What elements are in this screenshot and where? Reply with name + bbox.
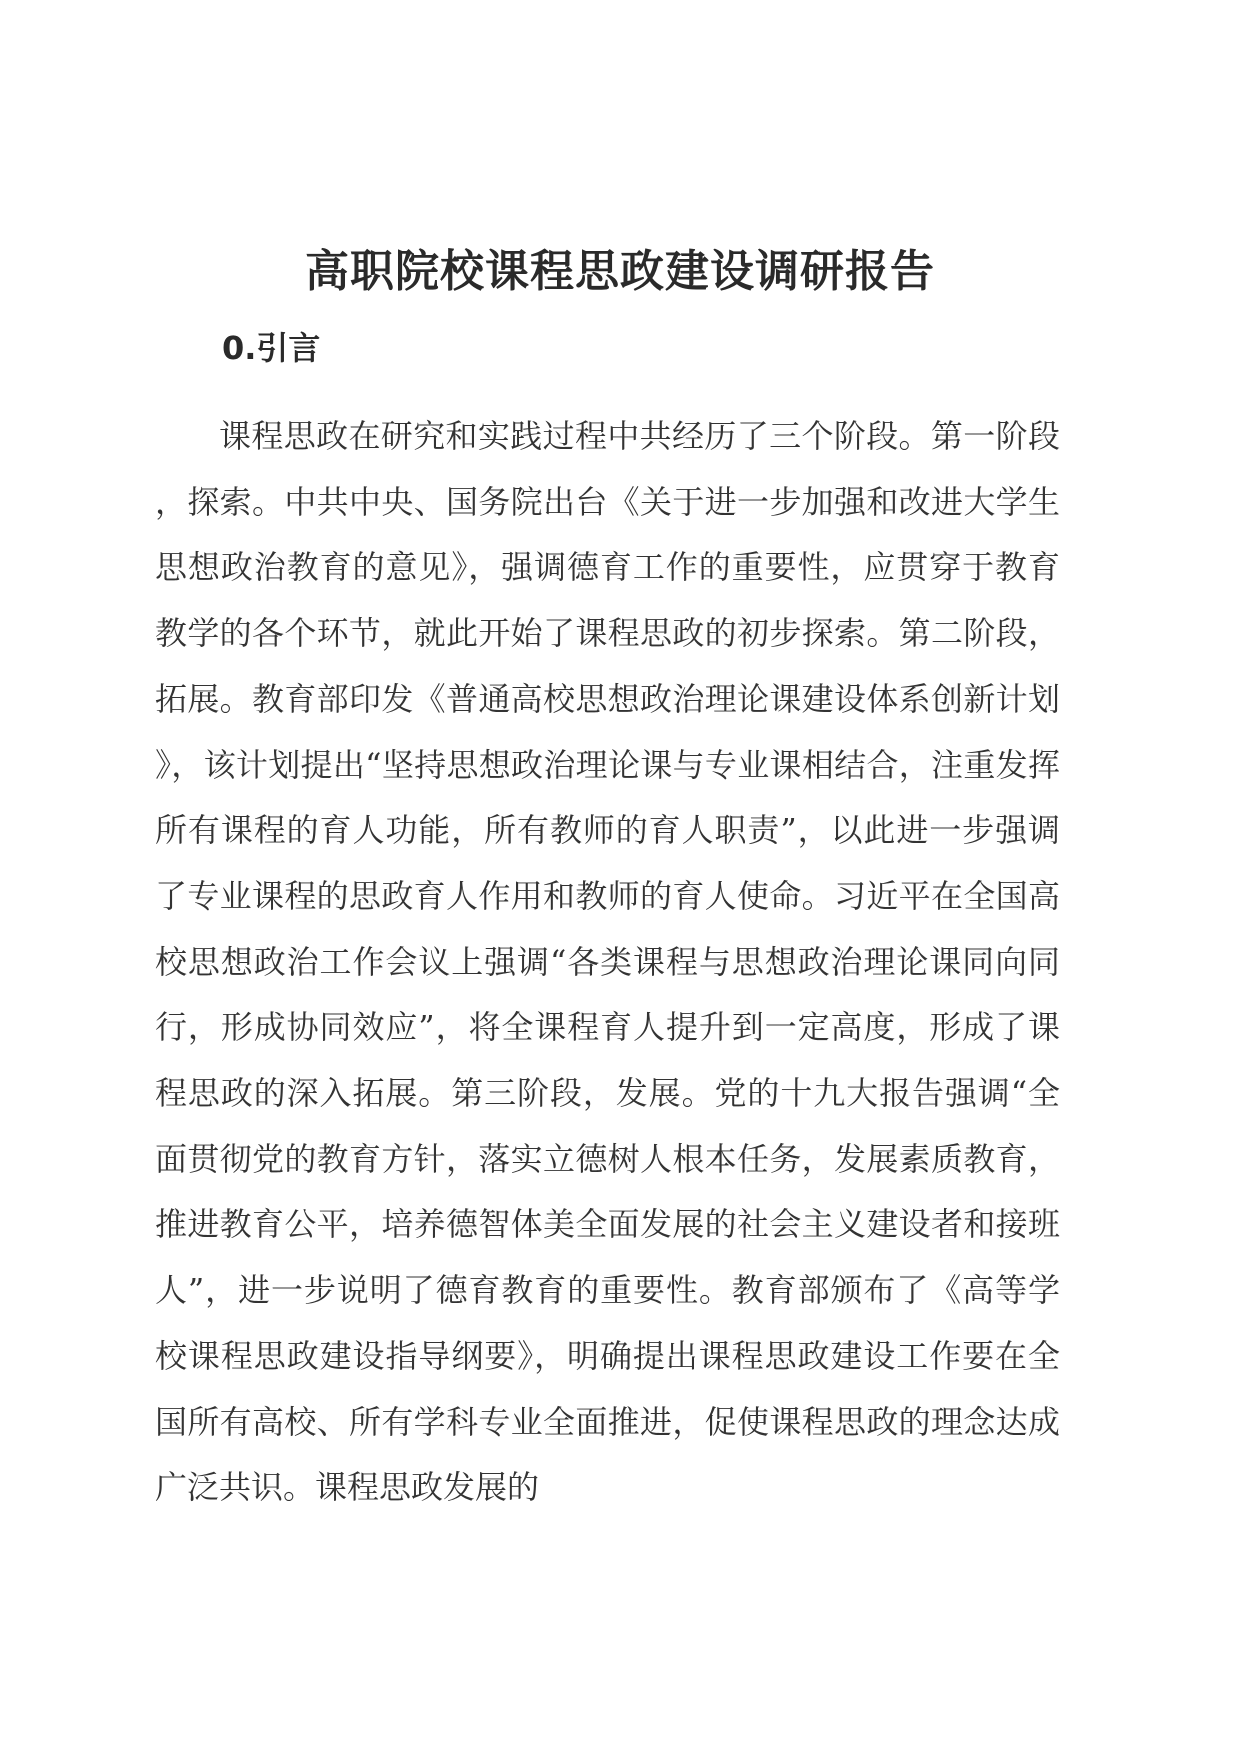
introduction-paragraph: 课程思政在研究和实践过程中共经历了三个阶段。第一阶段，探索。中共中央、国务院出台《关于进一步加强和改进大学生思想政治教育的意见》，强调德育工作的重要性，应贯穿于教育教学的各个环节，就此开始了课程思政的初步探索。第二阶段，拓展。教育部印发《普通高校思想政治理论课建设体系创新计划》，该计划提出“坚持思想政治理论课与专业课相结合，注重发挥所有课程的育人功能，所有教师的育人职责”，以此进一步强调了专业课程的思政育人作用和教师的育人使命。习近平在全国高校思想政治工作会议上强调“各类课程与思想政治理论课同向同行，形成协同效应”，将全课程育人提升到一定高度，形成了课程思政的深入拓展。第三阶段，发展。党的十九大报告强调“全面贯彻党的教育方针，落实立德树人根本任务，发展素质教育，推进教育公平，培养德智体美全面发展的社会主义建设者和接班人”，进一步说明了德育教育的重要性。教育部颁布了《高等学校课程思政建设指导纲要》，明确提出课程思政建设工作要在全国所有高校、所有学科专业全面推进，促使课程思政的理念达成广泛共识。课程思政发展的 — [155, 417, 1060, 1507]
document-title: 高职院校课程思政建设调研报告 — [305, 246, 935, 297]
section-heading-introduction: 0.引言 — [222, 329, 321, 367]
